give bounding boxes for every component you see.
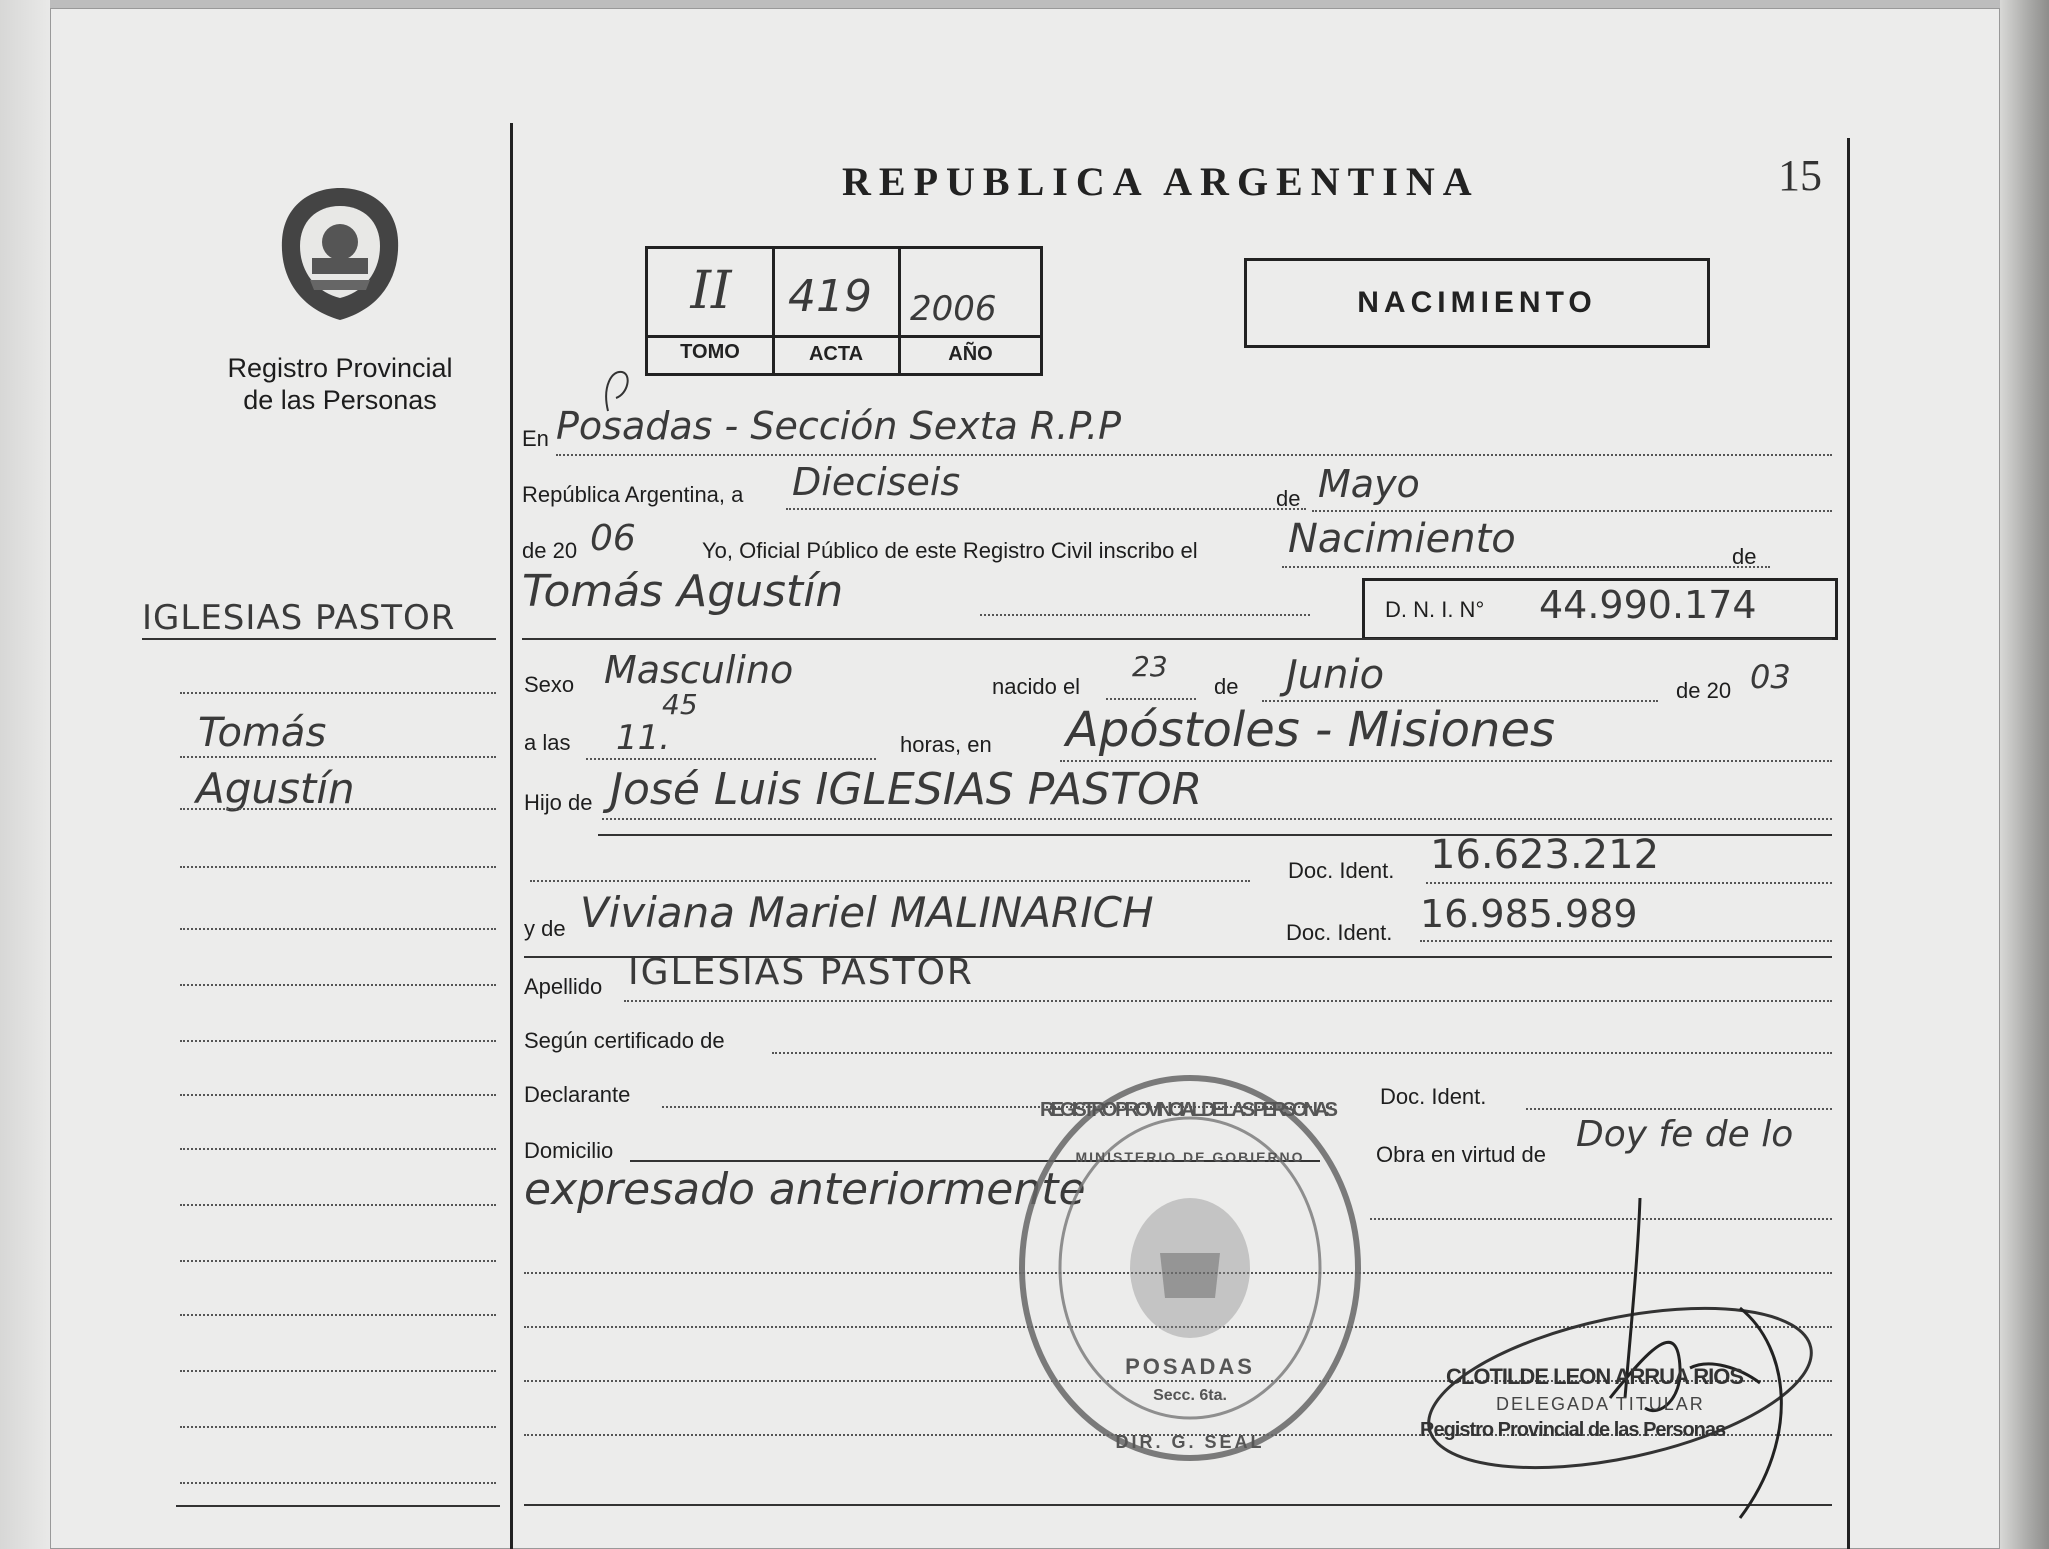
birth-day: 23 [1132, 650, 1168, 683]
dotted-line [530, 880, 1250, 882]
column-divider [510, 123, 513, 1549]
signature-block [1420, 1364, 1846, 1442]
margin-dotted-line [180, 1482, 496, 1484]
en-label: En [522, 426, 549, 451]
apellido-label: Apellido [524, 974, 603, 999]
acta-value: 419 [788, 271, 872, 322]
mother-doc-value: 16.985.989 [1420, 892, 1638, 936]
place-of-registry: Posadas - Sección Sexta R.P.P [556, 404, 1121, 448]
dotted-line [786, 508, 1306, 510]
dotted-line [556, 454, 1832, 456]
birth-place: Apóstoles - Misiones [1066, 702, 1555, 758]
initial-mark-icon [598, 366, 638, 416]
stamp-sub: Secc. 6ta. [1153, 1387, 1227, 1404]
dotted-line [602, 818, 1832, 820]
margin-dotted-line [180, 756, 496, 758]
dni-value: 44.990.174 [1539, 583, 1757, 627]
section-line [522, 638, 1832, 640]
sex-value: Masculino [604, 648, 794, 692]
acta-label: ACTA [808, 343, 864, 365]
table-divider [648, 335, 1040, 338]
dni-label: D. N. I. N° [1385, 597, 1485, 622]
organization-line-2: de las Personas [243, 385, 437, 415]
margin-dotted-line [180, 808, 496, 810]
margin-dotted-line [180, 1426, 496, 1428]
mother-doc-label: Doc. Ident. [1286, 920, 1393, 945]
margin-given-name-2: Agustín [196, 764, 355, 813]
stamp-city: POSADAS [1125, 1354, 1255, 1379]
dotted-line [1426, 882, 1832, 884]
certificate-page [50, 8, 2000, 1549]
stamp-ministry: MINISTERIO DE GOBIERNO [1075, 1149, 1305, 1165]
dotted-line [772, 1052, 1832, 1054]
republica-label: República Argentina, a [522, 482, 744, 507]
record-type: NACIMIENTO [1357, 286, 1597, 319]
dotted-line [1312, 510, 1832, 512]
declarante-doc-label: Doc. Ident. [1380, 1084, 1487, 1109]
father-doc-label: Doc. Ident. [1288, 858, 1395, 883]
father-doc-value: 16.623.212 [1430, 832, 1660, 878]
margin-line [142, 638, 496, 640]
dotted-line [980, 614, 1310, 616]
margin-dotted-line [180, 692, 496, 694]
dni-box [1362, 578, 1838, 640]
year-prefix-label: de 20 [1676, 678, 1732, 703]
sexo-label: Sexo [524, 672, 575, 697]
domicilio-label: Domicilio [524, 1138, 614, 1163]
margin-dotted-line [180, 984, 496, 986]
signatory-org: Registro Provincial de las Personas [1420, 1419, 1726, 1441]
apellido-value: IGLESIAS PASTOR [628, 952, 974, 993]
margin-dotted-line [180, 1314, 496, 1316]
signatory-role: DELEGADA TITULAR [1496, 1394, 1705, 1414]
horas-label: horas, en [900, 732, 992, 757]
declarante-label: Declarante [524, 1082, 631, 1107]
birth-month: Junio [1286, 652, 1385, 698]
anio-label: AÑO [948, 343, 993, 365]
birth-year: 03 [1750, 658, 1791, 696]
stamp-ring-text: REGISTRO PROVINCIAL DE LAS PERSONAS [1040, 1099, 1340, 1121]
margin-dotted-line [180, 1204, 496, 1206]
margin-bottom-line [176, 1505, 500, 1507]
stamp-bottom-text: DIR. G. SEAL [1115, 1432, 1265, 1452]
obra-continuation: expresado anteriormente [524, 1164, 1086, 1215]
dotted-line [624, 1000, 1832, 1002]
anio-value: 2006 [910, 289, 997, 329]
mother-name: Viviana Mariel MALINARICH [580, 888, 1154, 937]
yde-label: y de [524, 916, 566, 941]
birth-minute: 45 [662, 688, 698, 721]
province-seal-icon [270, 180, 410, 330]
binding-edge [0, 0, 50, 1549]
margin-dotted-line [180, 928, 496, 930]
tomo-value: II [690, 261, 732, 321]
official-stamp-icon [1010, 1068, 1370, 1468]
record-table [645, 246, 1043, 376]
dotted-line [1282, 566, 1770, 568]
page-stack-edge [2000, 0, 2049, 1549]
registration-day: Dieciseis [792, 460, 961, 504]
obra-value: Doy fe de lo [1576, 1114, 1794, 1155]
inscription-type: Nacimiento [1288, 516, 1516, 562]
dotted-line [1060, 760, 1832, 762]
dotted-line [1420, 940, 1832, 942]
alas-label: a las [524, 730, 571, 755]
margin-dotted-line [180, 1370, 496, 1372]
registration-year: 06 [590, 518, 636, 559]
registration-month: Mayo [1318, 462, 1420, 506]
de-label: de [1732, 544, 1757, 569]
hijo-label: Hijo de [524, 790, 593, 815]
record-type-box [1244, 258, 1710, 348]
father-name: José Luis IGLESIAS PASTOR [610, 764, 1203, 815]
margin-surname: IGLESIAS PASTOR [142, 598, 456, 638]
margin-given-name-1: Tomás [198, 710, 327, 756]
birth-hour: 11. [616, 718, 671, 758]
page-number: 15 [1778, 151, 1822, 200]
margin-dotted-line [180, 1260, 496, 1262]
de-label: de [1276, 486, 1301, 511]
de-label: de [1214, 674, 1239, 699]
dotted-line [586, 758, 876, 760]
margin-dotted-line [180, 1040, 496, 1042]
child-name: Tomás Agustín [522, 566, 844, 617]
dotted-line [1106, 698, 1196, 700]
organization-name [200, 352, 480, 416]
obra-label: Obra en virtud de [1376, 1142, 1546, 1167]
yo-label: Yo, Oficial Público de este Registro Civil inscribo el [702, 538, 1198, 563]
year-prefix-label: de 20 [522, 538, 578, 563]
margin-dotted-line [180, 866, 496, 868]
segun-label: Según certificado de [524, 1028, 725, 1053]
margin-dotted-line [180, 1148, 496, 1150]
tomo-label: TOMO [680, 341, 740, 363]
margin-dotted-line [180, 1094, 496, 1096]
page-title: REPUBLICA ARGENTINA [842, 159, 1480, 204]
nacido-label: nacido el [992, 674, 1081, 699]
dotted-line [1526, 1108, 1832, 1110]
organization-line-1: Registro Provincial [227, 353, 453, 383]
signatory-name: CLOTILDE LEON ARRUA RIOS [1446, 1364, 1744, 1389]
